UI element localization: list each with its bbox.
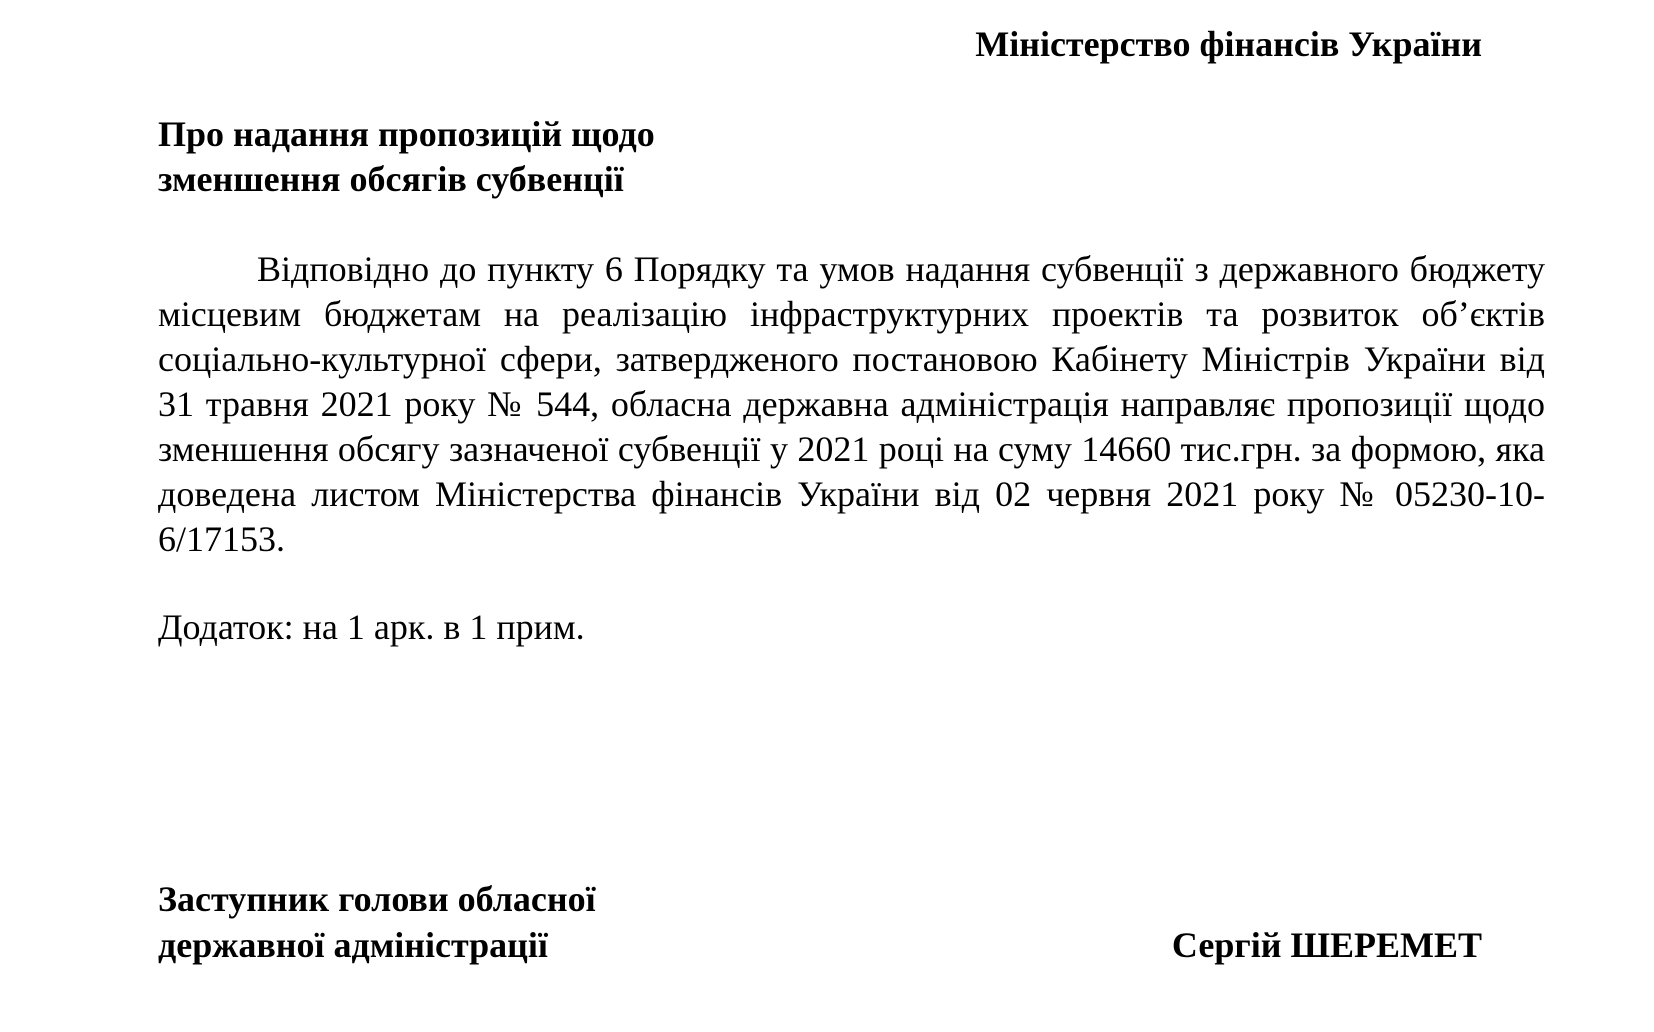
recipient-header: Міністерство фінансів України (975, 24, 1482, 64)
subject-line-1: Про надання пропозицій щодо (158, 114, 655, 154)
letter-body-paragraph: Відповідно до пункту 6 Порядку та умов надання субвенції з державного бюджету місцевим бюджетам на реалізацію інфраструктурних проектів та розвиток об’єктів соціально-культурної сфери, затвердженого постановою Кабінету Міністрів України від 31 травня 2021 року № 544, обласна державна адміністрація направляє пропозиції щодо зменшення обсягу зазначеної субвенції у 2021 році на суму 14660 тис.грн. за формою, яка доведена листом Міністерства фінансів України від 02 червня 2021 року № 05230-10-6/17153. (158, 249, 1545, 559)
signatory-name: Сергій ШЕРЕМЕТ (1171, 925, 1482, 965)
attachment-note: Додаток: на 1 арк. в 1 прим. (158, 607, 585, 647)
letter-subject (158, 112, 655, 202)
subject-line-2: зменшення обсягів субвенції (158, 159, 624, 199)
signatory-position-line-1: Заступник голови обласної (158, 879, 596, 919)
signatory-position-line-2: державної адміністрації (158, 925, 548, 965)
signatory-position (158, 876, 596, 968)
